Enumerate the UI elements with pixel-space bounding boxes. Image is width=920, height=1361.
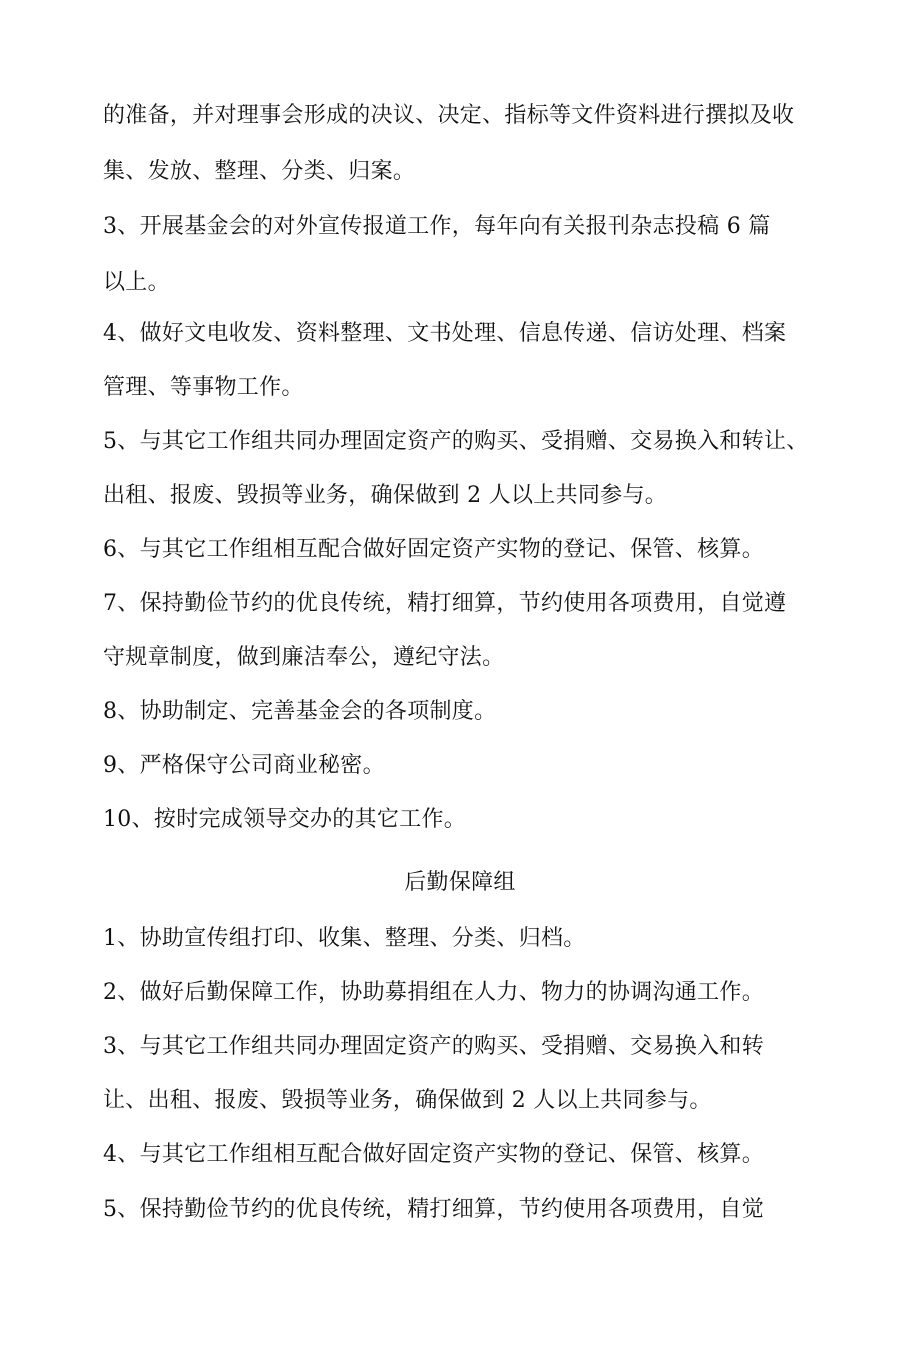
paragraph-line: 9、严格保守公司商业秘密。 <box>103 753 385 778</box>
paragraph-line: 集、发放、整理、分类、归案。 <box>103 159 416 184</box>
paragraph-line: 8、协助制定、完善基金会的各项制度。 <box>103 699 497 724</box>
paragraph-line: 2、做好后勤保障工作，协助募捐组在人力、物力的协调沟通工作。 <box>103 980 764 1005</box>
paragraph-line: 以上。 <box>103 270 170 295</box>
paragraph-line: 的准备，并对理事会形成的决议、决定、指标等文件资料进行撰拟及收 <box>103 103 795 128</box>
paragraph-line: 守规章制度，做到廉洁奉公，遵纪守法。 <box>103 645 505 670</box>
paragraph-line: 4、做好文电收发、资料整理、文书处理、信息传递、信访处理、档案 <box>103 321 787 346</box>
paragraph-line: 3、开展基金会的对外宣传报道工作，每年向有关报刊杂志投稿 6 篇 <box>103 214 771 239</box>
paragraph-line: 4、与其它工作组相互配合做好固定资产实物的登记、保管、核算。 <box>103 1142 764 1167</box>
paragraph-line: 5、保持勤俭节约的优良传统，精打细算，节约使用各项费用，自觉 <box>103 1197 764 1222</box>
paragraph-line: 6、与其它工作组相互配合做好固定资产实物的登记、保管、核算。 <box>103 537 764 562</box>
paragraph-line: 3、与其它工作组共同办理固定资产的购买、受捐赠、交易换入和转 <box>103 1034 764 1059</box>
paragraph-line: 10、按时完成领导交办的其它工作。 <box>103 807 467 832</box>
paragraph-line: 7、保持勤俭节约的优良传统，精打细算，节约使用各项费用，自觉遵 <box>103 591 787 616</box>
paragraph-line: 5、与其它工作组共同办理固定资产的购买、受捐赠、交易换入和转让、 <box>103 429 809 454</box>
section-heading: 后勤保障组 <box>404 870 516 895</box>
paragraph-line: 1、协助宣传组打印、收集、整理、分类、归档。 <box>103 926 586 951</box>
paragraph-line: 管理、等事物工作。 <box>103 375 304 400</box>
paragraph-line: 让、出租、报废、毁损等业务，确保做到 2 人以上共同参与。 <box>103 1088 712 1113</box>
paragraph-line: 出租、报废、毁损等业务，确保做到 2 人以上共同参与。 <box>103 483 668 508</box>
